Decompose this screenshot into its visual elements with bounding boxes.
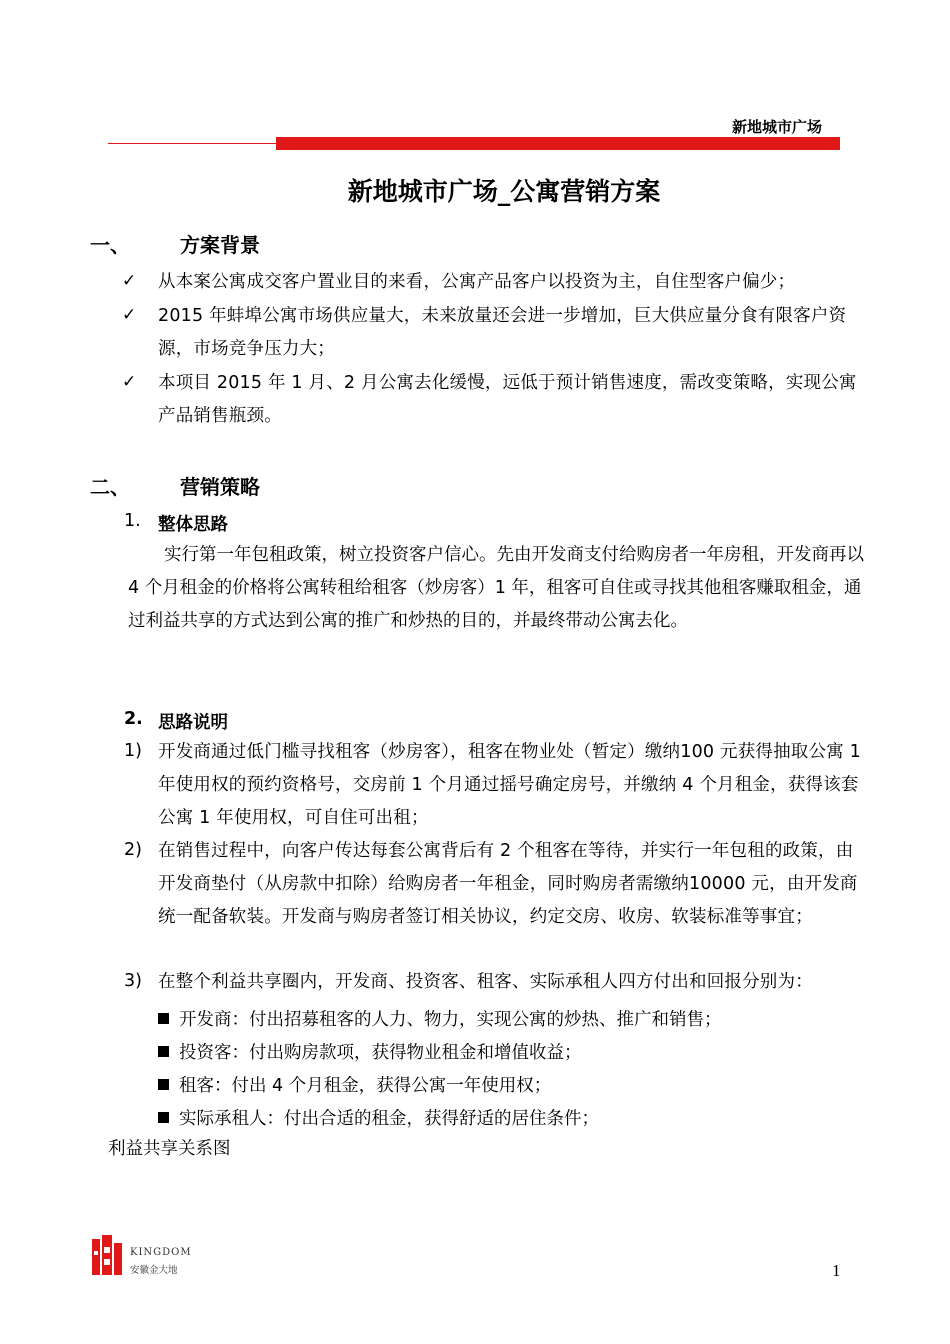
document-title: 新地城市广场_公寓营销方案 — [347, 177, 661, 206]
section1-title: 方案背景 — [180, 233, 260, 257]
list-item: 开发商通过低门槛寻找租客（炒房客），租客在物业处（暂定）缴纳100 元获得抽取公寓 1 年使用权的预约资格号，交房前 1 个月通过摇号确定房号，并缴纳 4 个月租金，获得该套公寓 1 年使用权，可自住可出租； — [158, 742, 862, 828]
section1-item: 2015 年蚌埠公寓市场供应量大，未来放量还会进一步增加，巨大供应量分食有限客户资源，市场竞争压力大； — [158, 306, 847, 359]
sub1-title: 整体思路 — [158, 515, 228, 535]
check-icon: ✓ — [122, 271, 137, 291]
header-rule-thin — [108, 143, 278, 144]
figure-caption: 利益共享关系图 — [108, 1139, 231, 1159]
sub2-title: 思路说明 — [158, 713, 228, 733]
square-bullet-icon — [158, 1112, 169, 1123]
list-number: 3) — [124, 971, 142, 991]
bullet-item: 租客：付出 4 个月租金，获得公寓一年使用权； — [158, 1072, 551, 1097]
bullet-item: 实际承租人：付出合适的租金，获得舒适的居住条件； — [158, 1105, 599, 1130]
header-rule-thick — [276, 137, 840, 150]
square-bullet-icon — [158, 1079, 169, 1090]
list-number: 2) — [124, 840, 142, 860]
section1-item: 从本案公寓成交客户置业目的来看，公寓产品客户以投资为主，自住型客户偏少； — [158, 272, 796, 292]
kingdom-logo-icon — [92, 1233, 126, 1277]
check-icon: ✓ — [122, 305, 137, 325]
bullet-item: 投资客：付出购房款项，获得物业租金和增值收益； — [158, 1039, 582, 1064]
check-icon: ✓ — [122, 372, 137, 392]
list-number: 1) — [124, 741, 142, 761]
section2-title: 营销策略 — [180, 475, 260, 499]
list-item: 在整个利益共享圈内，开发商、投资客、租客、实际承租人四方付出和回报分别为： — [158, 972, 813, 992]
section1-number: 一、 — [90, 233, 130, 257]
square-bullet-icon — [158, 1013, 169, 1024]
logo-text-cn: 安徽金大地 — [130, 1265, 178, 1276]
section2-number: 二、 — [90, 475, 130, 499]
list-item: 在销售过程中，向客户传达每套公寓背后有 2 个租客在等待，并实行一年包租的政策，由开发商垫付（从房款中扣除）给购房者一年租金，同时购房者需缴纳10000 元，由开发商统一配备软装。开发商与购房者签订相关协议，约定交房、收房、软装标准等事宜； — [158, 841, 858, 927]
sub2-number: 2. — [124, 709, 143, 729]
section1-item: 本项目 2015 年 1 月、2 月公寓去化缓慢，远低于预计销售速度，需改变策略，实现公寓产品销售瓶颈。 — [158, 373, 857, 426]
square-bullet-icon — [158, 1046, 169, 1057]
logo-text-en: KINGDOM — [130, 1247, 192, 1258]
sub1-number: 1. — [124, 511, 141, 531]
page-number: 1 — [832, 1261, 841, 1280]
header-title: 新地城市广场 — [731, 118, 822, 136]
bullet-item: 开发商：付出招募租客的人力、物力，实现公寓的炒热、推广和销售； — [158, 1006, 722, 1031]
sub1-paragraph: 实行第一年包租政策，树立投资客户信心。先由开发商支付给购房者一年房租，开发商再以 4 个月租金的价格将公寓转租给租客（炒房客）1 年，租客可自住或寻找其他租客赚取租金，通过利益共享的方式达到公寓的推广和炒热的目的，并最终带动公寓去化。 — [128, 545, 864, 631]
